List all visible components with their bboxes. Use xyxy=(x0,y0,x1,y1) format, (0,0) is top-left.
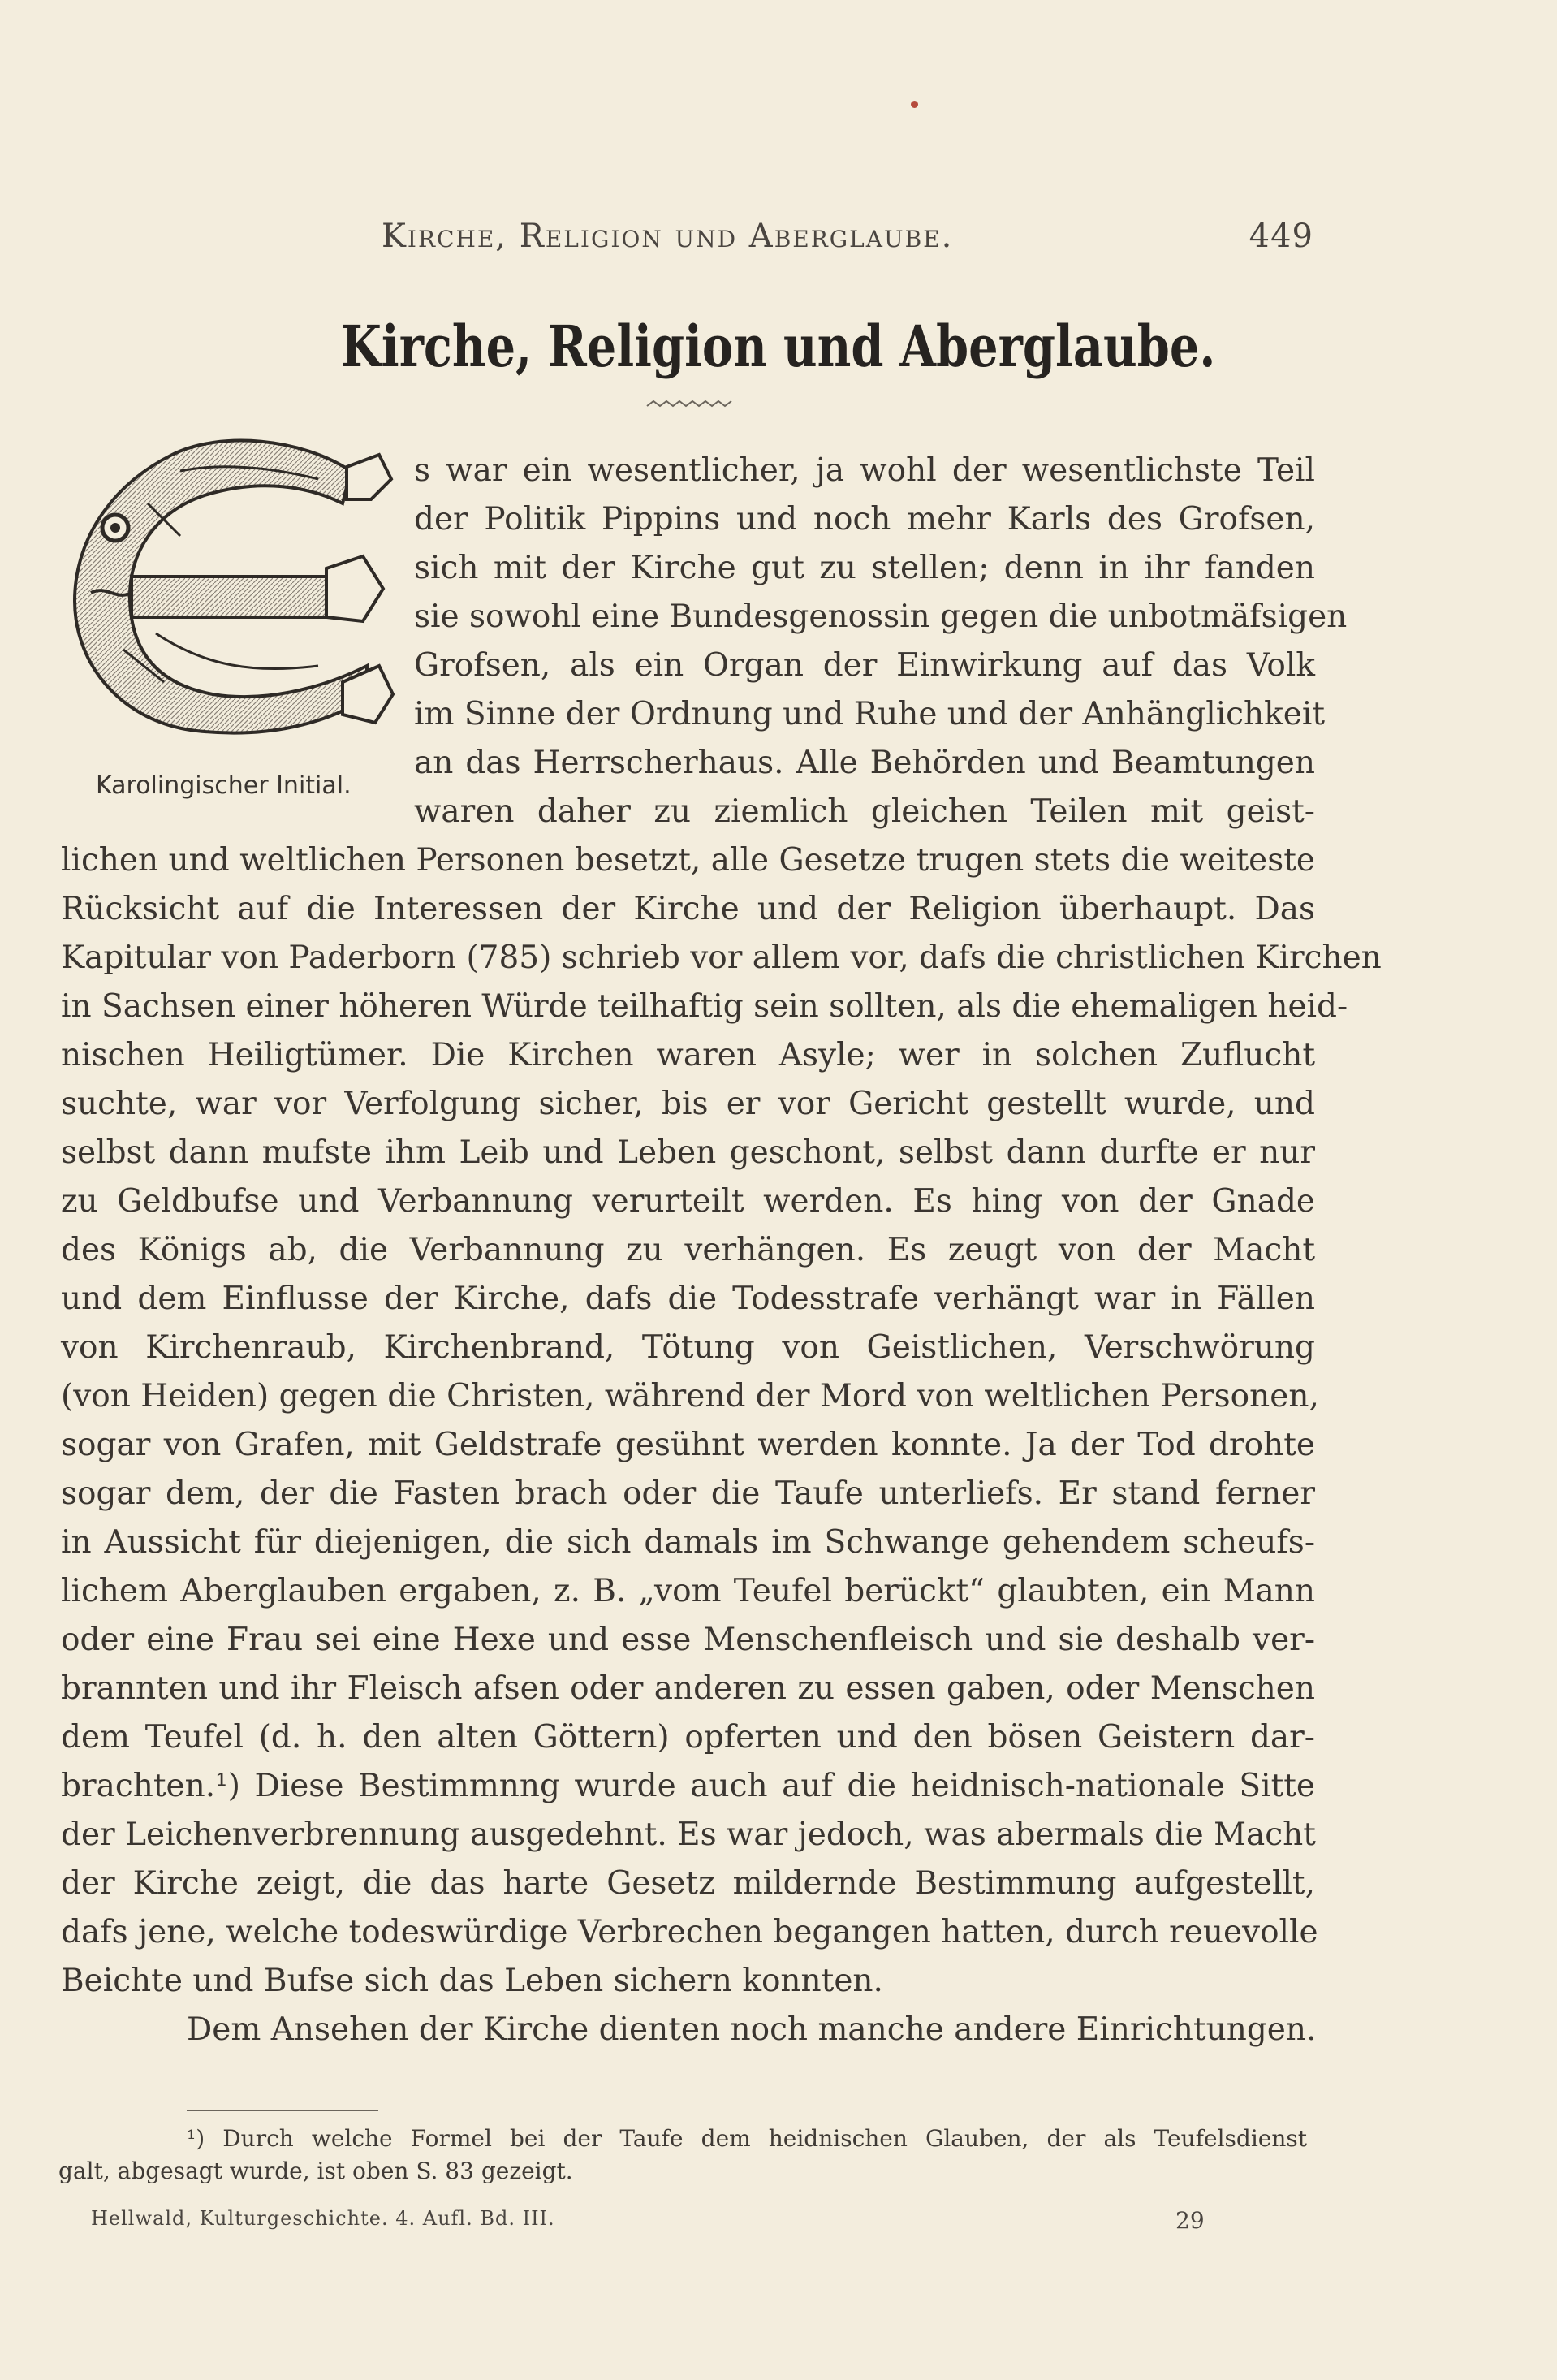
body-line: von Kirchenraub, Kirchenbrand, Tötung von Geistlichen, Verschwörung xyxy=(61,1329,1315,1366)
body-line: der Kirche zeigt, die das harte Gesetz mildernde Bestimmung aufgestellt, xyxy=(61,1865,1315,1902)
body-line: lichen und weltlichen Personen besetzt, alle Gesetze trugen stets die weiteste xyxy=(61,842,1315,879)
running-title: Kirche, Religion und Aberglaube. xyxy=(382,218,954,255)
decorated-initial-e-icon xyxy=(58,422,399,763)
footnote-line: ¹) Durch welche Formel bei der Taufe dem heidnischen Glauben, der als Teufelsdienst xyxy=(187,2125,1307,2152)
body-line: Dem Ansehen der Kirche dienten noch manche andere Einrichtungen. xyxy=(187,2011,1317,2048)
sheet-number: 29 xyxy=(1175,2207,1205,2234)
body-line: im Sinne der Ordnung und Ruhe und der Anhänglichkeit xyxy=(414,696,1325,732)
body-line: selbst dann mufste ihm Leib und Leben geschont, selbst dann durfte er nur xyxy=(61,1134,1315,1171)
body-line: s war ein wesentlicher, ja wohl der wesentlichste Teil xyxy=(414,452,1315,489)
body-line: der Politik Pippins und noch mehr Karls des Grofsen, xyxy=(414,501,1315,538)
body-line: lichem Aberglauben ergaben, z. B. „vom Teufel berückt“ glaubten, ein Mann xyxy=(61,1573,1315,1609)
ornament-rule-icon xyxy=(645,398,735,414)
body-line: sogar von Grafen, mit Geldstrafe gesühnt werden konnte. Ja der Tod drohte xyxy=(61,1427,1315,1463)
body-line: der Leichenverbrennung ausgedehnt. Es war jedoch, was abermals die Macht xyxy=(61,1816,1316,1853)
initial-caption: Karolingischer Initial. xyxy=(96,771,352,800)
body-line: brachten.¹) Diese Bestimmnng wurde auch auf die heidnisch-nationale Sitte xyxy=(61,1768,1315,1804)
body-line: Beichte und Bufse sich das Leben sichern konnten. xyxy=(61,1963,883,1999)
body-line: nischen Heiligtümer. Die Kirchen waren Asyle; wer in solchen Zuflucht xyxy=(61,1037,1315,1073)
body-line: Rücksicht auf die Interessen der Kirche und der Religion überhaupt. Das xyxy=(61,891,1315,927)
body-line: dem Teufel (d. h. den alten Göttern) opferten und den bösen Geistern dar- xyxy=(61,1719,1315,1756)
footnote-rule xyxy=(187,2110,378,2111)
body-line: Grofsen, als ein Organ der Einwirkung auf das Volk xyxy=(414,647,1315,684)
body-line: (von Heiden) gegen die Christen, während der Mord von weltlichen Personen, xyxy=(61,1378,1319,1415)
body-line: brannten und ihr Fleisch afsen oder anderen zu essen gaben, oder Menschen xyxy=(61,1670,1315,1707)
body-line: an das Herrscherhaus. Alle Behörden und Beamtungen xyxy=(414,745,1315,781)
printer-signature: Hellwald, Kulturgeschichte. 4. Aufl. Bd. III. xyxy=(91,2207,555,2230)
body-line: in Sachsen einer höheren Würde teilhaftig sein sollten, als die ehemaligen heid- xyxy=(61,988,1348,1025)
body-line: sie sowohl eine Bundesgenossin gegen die unbotmäfsigen xyxy=(414,598,1348,635)
body-line: dafs jene, welche todeswürdige Verbrechen begangen hatten, durch reuevolle xyxy=(61,1914,1318,1950)
body-line: sich mit der Kirche gut zu stellen; denn in ihr fanden xyxy=(414,550,1315,586)
page-number: 449 xyxy=(1249,218,1313,255)
body-line: des Königs ab, die Verbannung zu verhängen. Es zeugt von der Macht xyxy=(61,1232,1315,1268)
body-line: sogar dem, der die Fasten brach oder die Taufe unterliefs. Er stand ferner xyxy=(61,1475,1315,1512)
body-line: in Aussicht für diejenigen, die sich damals im Schwange gehendem scheufs- xyxy=(61,1524,1315,1561)
running-head xyxy=(382,218,1313,255)
body-line: oder eine Frau sei eine Hexe und esse Menschenfleisch und sie deshalb ver- xyxy=(61,1622,1315,1658)
body-line: suchte, war vor Verfolgung sicher, bis er vor Gericht gestellt wurde, und xyxy=(61,1086,1315,1122)
ink-speck xyxy=(911,101,918,108)
chapter-title: Kirche, Religion und Aberglaube. xyxy=(341,313,1216,380)
body-line: Kapitular von Paderborn (785) schrieb vor allem vor, dafs die christlichen Kirchen xyxy=(61,939,1382,976)
body-line: waren daher zu ziemlich gleichen Teilen mit geist- xyxy=(414,793,1315,830)
body-line: und dem Einflusse der Kirche, dafs die Todesstrafe verhängt war in Fällen xyxy=(61,1281,1315,1317)
body-line: zu Geldbufse und Verbannung verurteilt werden. Es hing von der Gnade xyxy=(61,1183,1315,1220)
footnote-line: galt, abgesagt wurde, ist oben S. 83 gezeigt. xyxy=(58,2158,573,2184)
